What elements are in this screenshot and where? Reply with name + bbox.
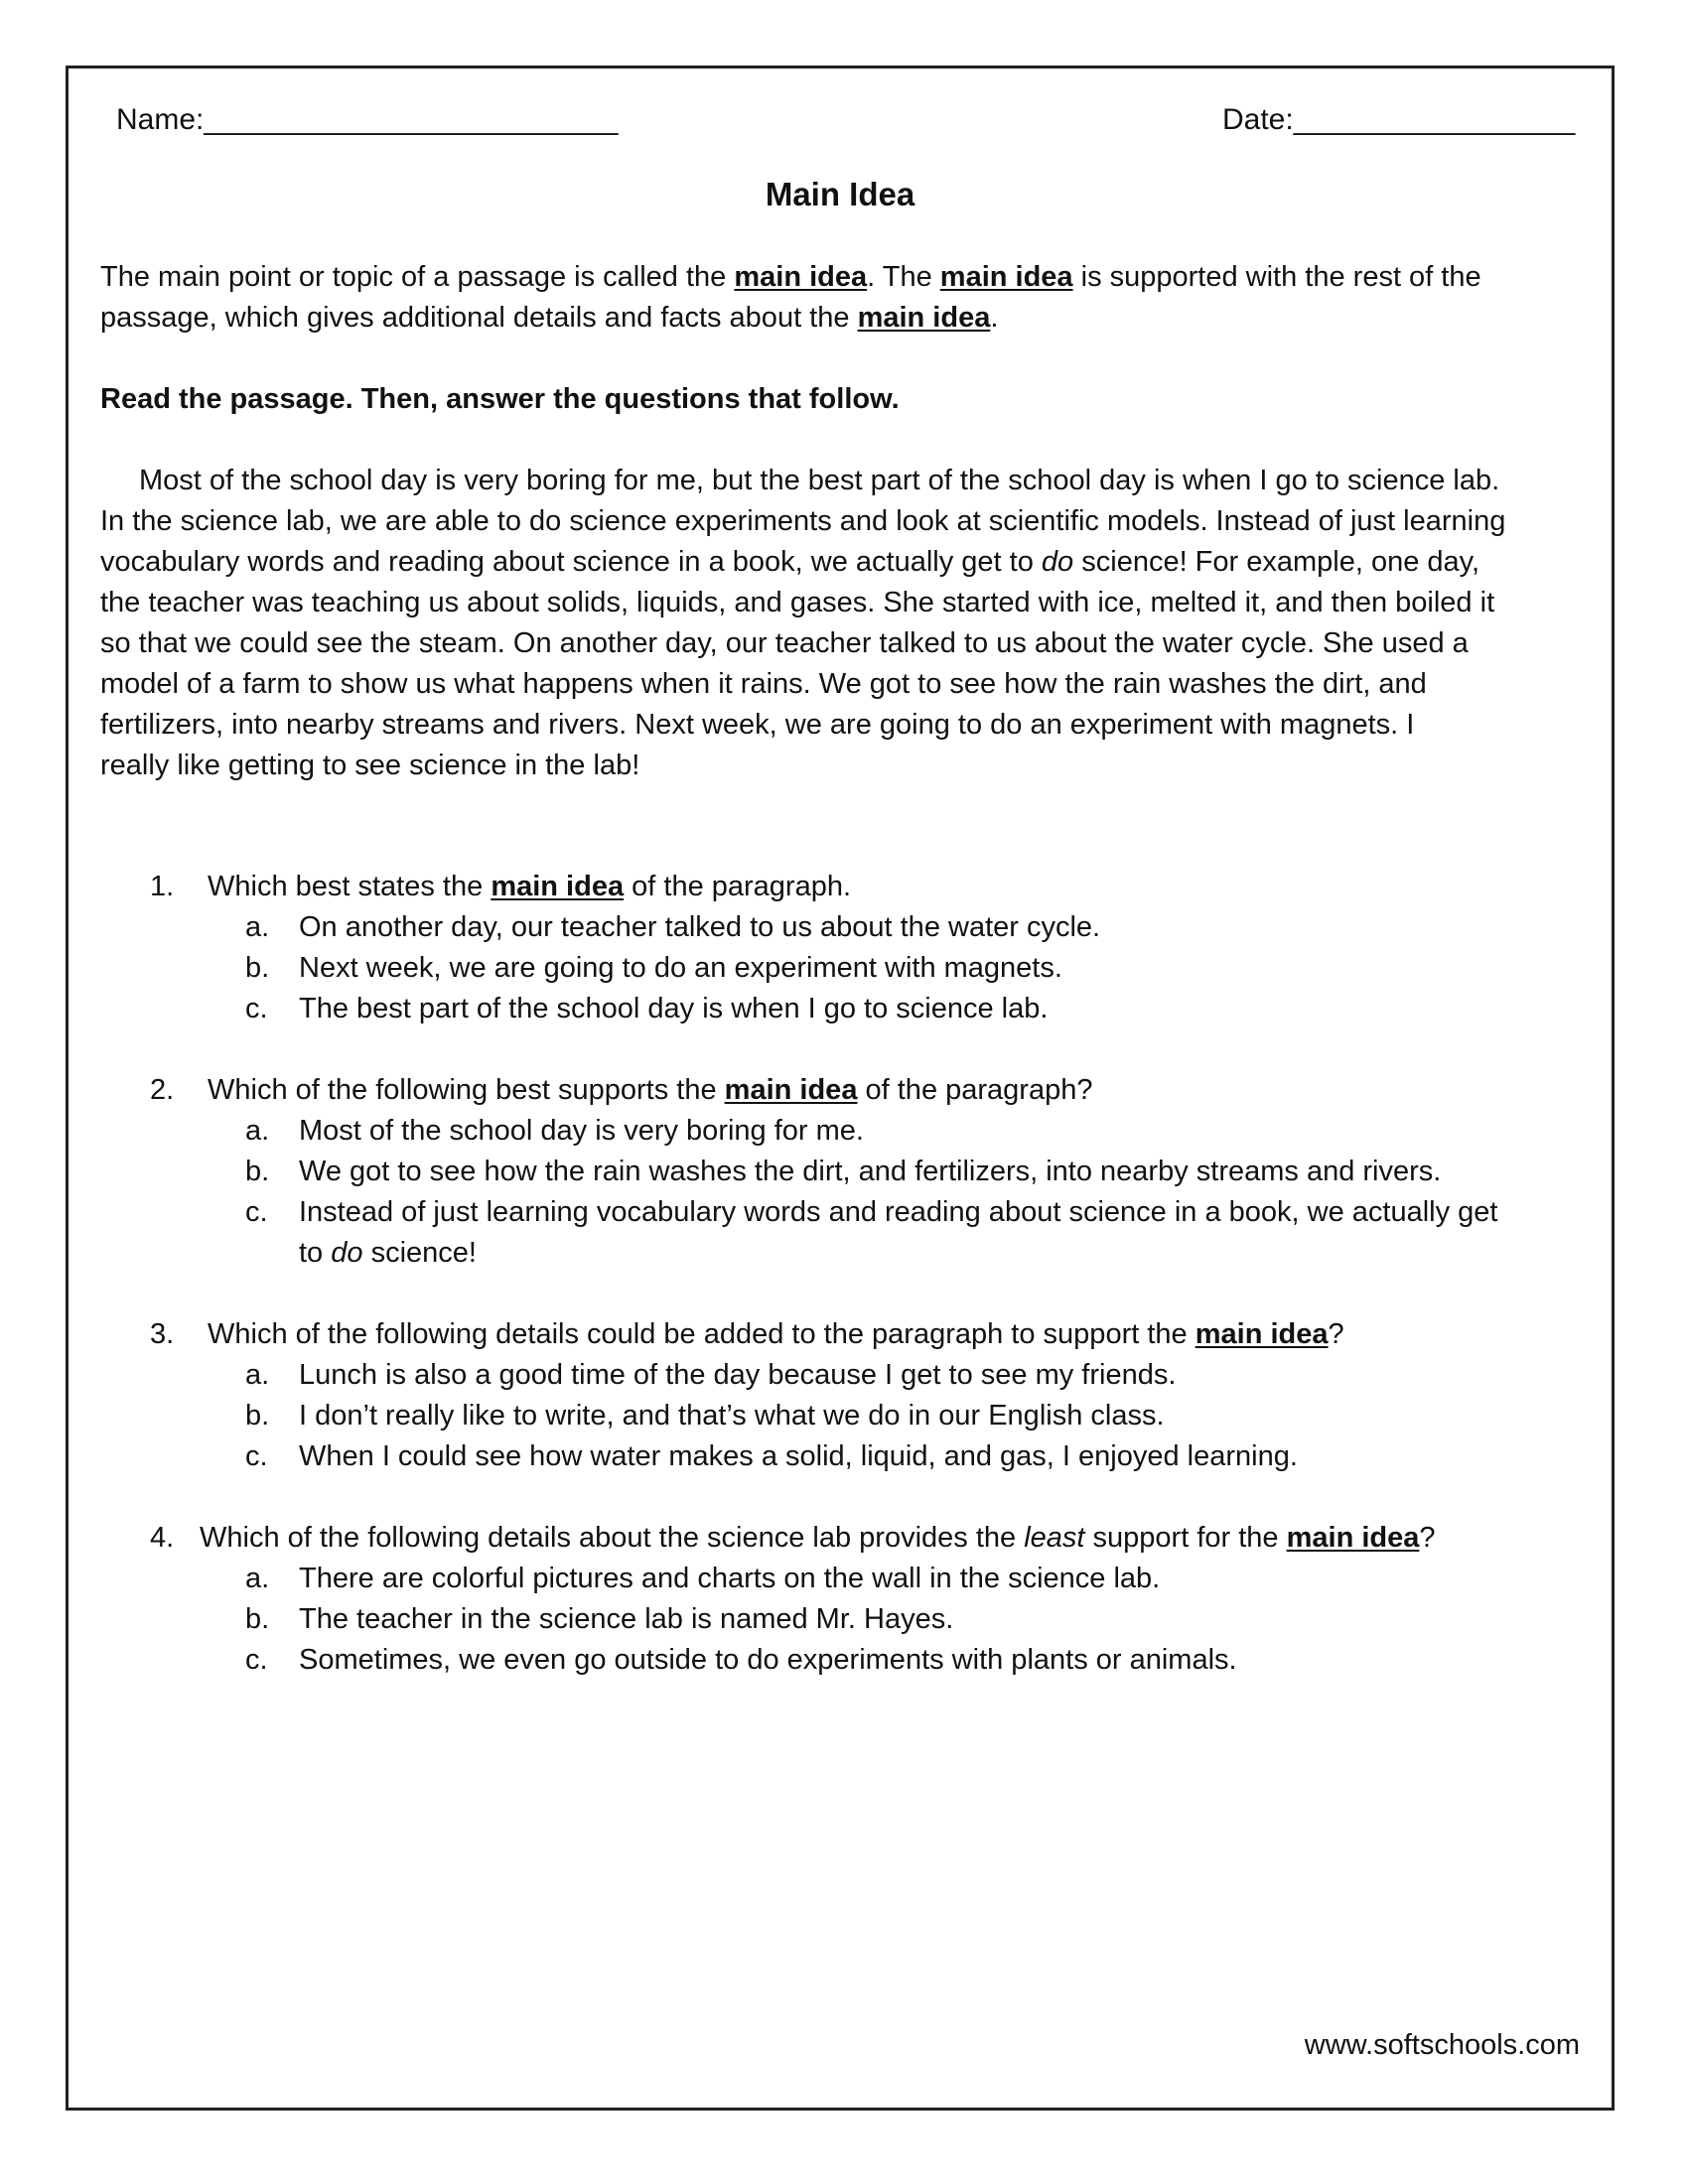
- option-letter: b.: [245, 952, 270, 984]
- question-number: 3.: [150, 1318, 175, 1350]
- question-number: 1.: [150, 871, 175, 902]
- option-letter: b.: [245, 1603, 270, 1635]
- answer-option[interactable]: Instead of just learning vocabulary words and reading about science in a book, we actually get: [299, 1196, 1498, 1228]
- passage-line: so that we could see the steam. On another day, our teacher talked to us about the water cycle. She used a: [100, 627, 1469, 659]
- answer-option-continued[interactable]: to do science!: [299, 1237, 477, 1269]
- option-letter: b.: [245, 1156, 270, 1187]
- question-stem: Which of the following details could be added to the paragraph to support the main idea?: [208, 1318, 1344, 1350]
- answer-option[interactable]: We got to see how the rain washes the dirt, and fertilizers, into nearby streams and rivers.: [299, 1156, 1442, 1187]
- option-letter: c.: [245, 1196, 268, 1228]
- passage-line: fertilizers, into nearby streams and rivers. Next week, we are going to do an experiment with magnets. I: [100, 709, 1415, 741]
- answer-option[interactable]: There are colorful pictures and charts on the wall in the science lab.: [299, 1563, 1161, 1594]
- question-stem: Which best states the main idea of the paragraph.: [208, 871, 852, 902]
- option-letter: c.: [245, 993, 268, 1024]
- instructions: Read the passage. Then, answer the questions that follow.: [100, 383, 900, 415]
- answer-option[interactable]: Most of the school day is very boring for me.: [299, 1115, 864, 1147]
- question-number: 4.: [150, 1522, 175, 1554]
- option-letter: a.: [245, 1563, 270, 1594]
- term-main-idea: main idea: [734, 261, 868, 293]
- page-title: Main Idea: [765, 176, 915, 212]
- question-number: 2.: [150, 1074, 175, 1106]
- date-label: Date:: [1222, 103, 1294, 136]
- answer-option[interactable]: On another day, our teacher talked to us about the water cycle.: [299, 911, 1101, 943]
- intro-line-1: The main point or topic of a passage is called the main idea. The main idea is supported with the rest of the: [100, 261, 1481, 293]
- name-label: Name:: [116, 103, 205, 136]
- option-letter: c.: [245, 1644, 268, 1676]
- option-letter: a.: [245, 1359, 270, 1391]
- option-letter: c.: [245, 1440, 268, 1472]
- option-letter: b.: [245, 1400, 270, 1432]
- answer-option[interactable]: Sometimes, we even go outside to do experiments with plants or animals.: [299, 1644, 1237, 1676]
- answer-option[interactable]: The best part of the school day is when I go to science lab.: [299, 993, 1049, 1024]
- term-main-idea: main idea: [1195, 1318, 1329, 1350]
- term-main-idea: main idea: [939, 261, 1073, 293]
- term-main-idea: main idea: [857, 302, 991, 334]
- option-letter: a.: [245, 1115, 270, 1147]
- passage-line: Most of the school day is very boring for me, but the best part of the school day is when I go to science lab.: [139, 465, 1500, 496]
- passage-line: the teacher was teaching us about solids, liquids, and gases. She started with ice, melted it, and then boiled it: [100, 587, 1495, 618]
- name-blank[interactable]: _________________________: [204, 103, 619, 136]
- date-blank[interactable]: _________________: [1293, 103, 1576, 136]
- footer-website: www.softschools.com: [1304, 2029, 1580, 2061]
- answer-option[interactable]: I don’t really like to write, and that’s what we do in our English class.: [299, 1400, 1165, 1432]
- passage-line: vocabulary words and reading about science in a book, we actually get to do science! For example, one day,: [100, 546, 1480, 578]
- term-main-idea: main idea: [491, 871, 625, 902]
- term-main-idea: main idea: [724, 1074, 858, 1106]
- worksheet-page: [66, 66, 1615, 2111]
- passage-line: In the science lab, we are able to do science experiments and look at scientific models. Instead of just learning: [100, 505, 1506, 537]
- name-field[interactable]: [116, 100, 618, 140]
- passage-line: model of a farm to show us what happens when it rains. We got to see how the rain washes the dirt, and: [100, 668, 1427, 700]
- answer-option[interactable]: When I could see how water makes a solid, liquid, and gas, I enjoyed learning.: [299, 1440, 1298, 1472]
- term-main-idea: main idea: [1286, 1522, 1420, 1554]
- answer-option[interactable]: Next week, we are going to do an experiment with magnets.: [299, 952, 1062, 984]
- question-stem: Which of the following best supports the main idea of the paragraph?: [208, 1074, 1093, 1106]
- intro-line-2: passage, which gives additional details and facts about the main idea.: [100, 302, 999, 334]
- option-letter: a.: [245, 911, 270, 943]
- passage-line: really like getting to see science in the lab!: [100, 750, 640, 781]
- answer-option[interactable]: The teacher in the science lab is named Mr. Hayes.: [299, 1603, 954, 1635]
- date-field[interactable]: [1222, 100, 1575, 140]
- answer-option[interactable]: Lunch is also a good time of the day because I get to see my friends.: [299, 1359, 1177, 1391]
- question-stem: Which of the following details about the science lab provides the least support for the main idea?: [200, 1522, 1436, 1554]
